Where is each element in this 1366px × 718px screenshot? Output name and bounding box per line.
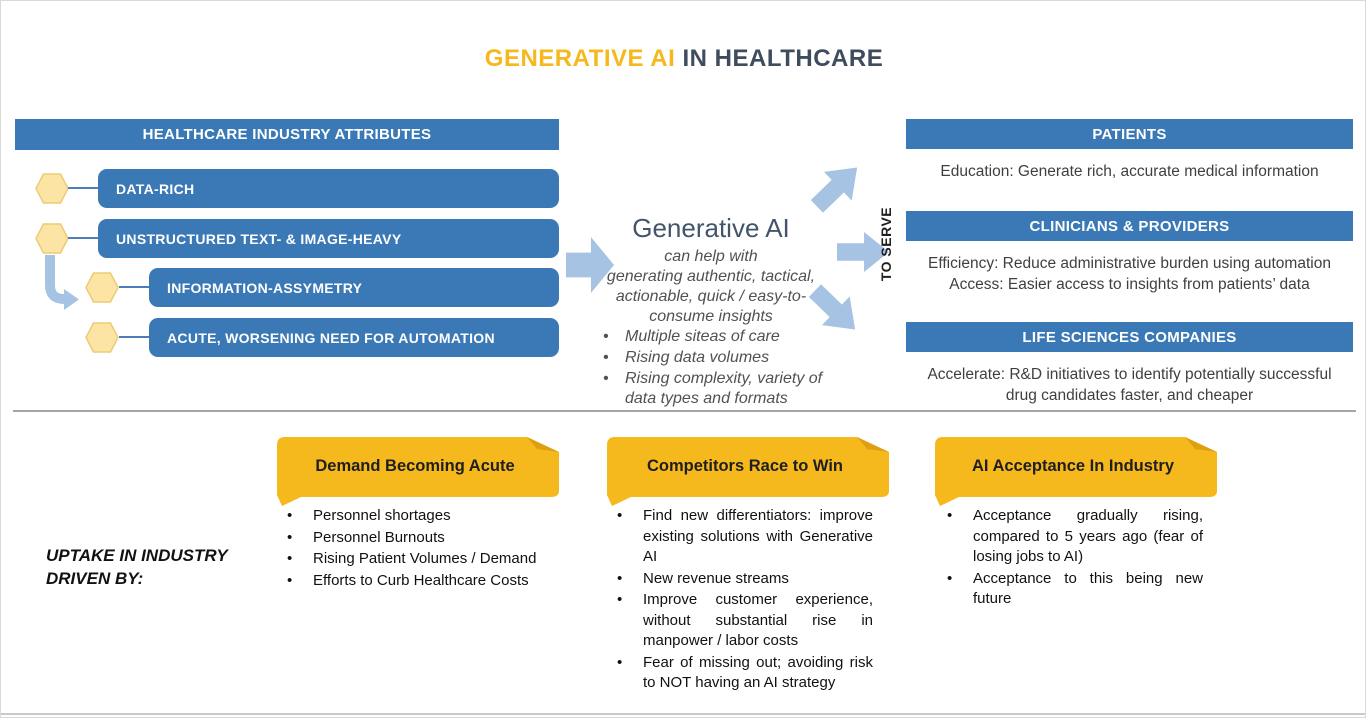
elbow-arrow-icon <box>39 253 83 315</box>
uptake-label: UPTAKE IN INDUSTRY DRIVEN BY: <box>46 546 228 588</box>
list-item: • Personnel shortages <box>281 506 543 527</box>
attribute-bar-unstructured: UNSTRUCTURED TEXT- & IMAGE-HEAVY <box>98 219 559 258</box>
list-item: • Personnel Burnouts <box>281 528 543 549</box>
bullet-icon: • <box>603 328 609 345</box>
to-serve-label: TO SERVE <box>878 206 894 282</box>
clinicians-text-line: Access: Easier access to insights from patients’ data <box>949 276 1310 293</box>
list-item: • Find new differentiators: improve existing solutions with Generative AI <box>611 506 873 568</box>
connector-line <box>68 237 98 239</box>
attribute-bar-data-rich: DATA-RICH <box>98 169 559 208</box>
center-title: Generative AI <box>632 213 790 243</box>
center-bullet: Multiple siteas of care <box>625 328 780 345</box>
hexagon-icon <box>85 272 119 303</box>
center-bullet: Rising complexity, variety of data types and formats <box>625 370 823 407</box>
banner-demand-label: Demand Becoming Acute <box>315 456 515 475</box>
left-panel-header: HEALTHCARE INDUSTRY ATTRIBUTES <box>15 119 559 150</box>
banner-competitors-label: Competitors Race to Win <box>646 456 844 475</box>
bullet-icon: • <box>603 370 609 387</box>
list-item: • Improve customer experience, without substantial rise in manpower / labor costs <box>611 590 873 652</box>
page-title <box>1 45 1366 73</box>
connector-line <box>119 336 149 338</box>
banner-demand <box>269 435 561 509</box>
hexagon-icon <box>35 173 69 204</box>
center-bullet: Rising data volumes <box>625 349 770 366</box>
bullet-icon: • <box>603 349 609 366</box>
list-item: • Fear of missing out; avoiding risk to NOT having an AI strategy <box>611 653 873 694</box>
patients-text: Education: Generate rich, accurate medical information <box>940 163 1319 180</box>
page-title-rest: IN HEALTHCARE <box>675 45 884 72</box>
list-item: • Acceptance gradually rising, compared to 5 years ago (fear of losing jobs to AI) <box>941 506 1203 568</box>
list-item: • New revenue streams <box>611 569 873 590</box>
section-header-clinicians: CLINICIANS & PROVIDERS <box>906 211 1353 241</box>
competitors-bullet-list <box>611 506 873 695</box>
center-subtitle-line: generating authentic, tactical, <box>606 268 816 285</box>
demand-bullet-list <box>281 506 543 592</box>
connector-line <box>119 286 149 288</box>
section-header-patients: PATIENTS <box>906 119 1353 149</box>
page-title-highlight: GENERATIVE AI <box>484 45 676 72</box>
list-item: • Efforts to Curb Healthcare Costs <box>281 571 543 592</box>
center-subtitle-line: actionable, quick / easy-to- <box>615 288 807 305</box>
hexagon-icon <box>85 322 119 353</box>
connector-line <box>68 187 98 189</box>
up-right-arrow-icon <box>803 153 871 221</box>
acceptance-bullet-list <box>941 506 1203 611</box>
clinicians-text-line: Efficiency: Reduce administrative burden using automation <box>928 255 1331 272</box>
attribute-bar-automation-need: ACUTE, WORSENING NEED FOR AUTOMATION <box>149 318 559 357</box>
center-subtitle-line: can help with <box>664 248 758 265</box>
banner-competitors <box>599 435 891 509</box>
hexagon-icon <box>35 223 69 254</box>
section-divider <box>13 410 1356 412</box>
attribute-bar-information-assymetry: INFORMATION-ASSYMETRY <box>149 268 559 307</box>
section-header-life-sciences: LIFE SCIENCES COMPANIES <box>906 322 1353 352</box>
banner-acceptance <box>927 435 1219 509</box>
center-subtitle-line: consume insights <box>649 308 773 325</box>
list-item: • Rising Patient Volumes / Demand <box>281 549 543 570</box>
bottom-border-line <box>1 713 1366 715</box>
banner-acceptance-label: AI Acceptance In Industry <box>971 456 1175 475</box>
life-sciences-text: Accelerate: R&D initiatives to identify potentially successful drug candidates faster, and cheaper <box>927 366 1332 404</box>
list-item: • Acceptance to this being new future <box>941 569 1203 610</box>
